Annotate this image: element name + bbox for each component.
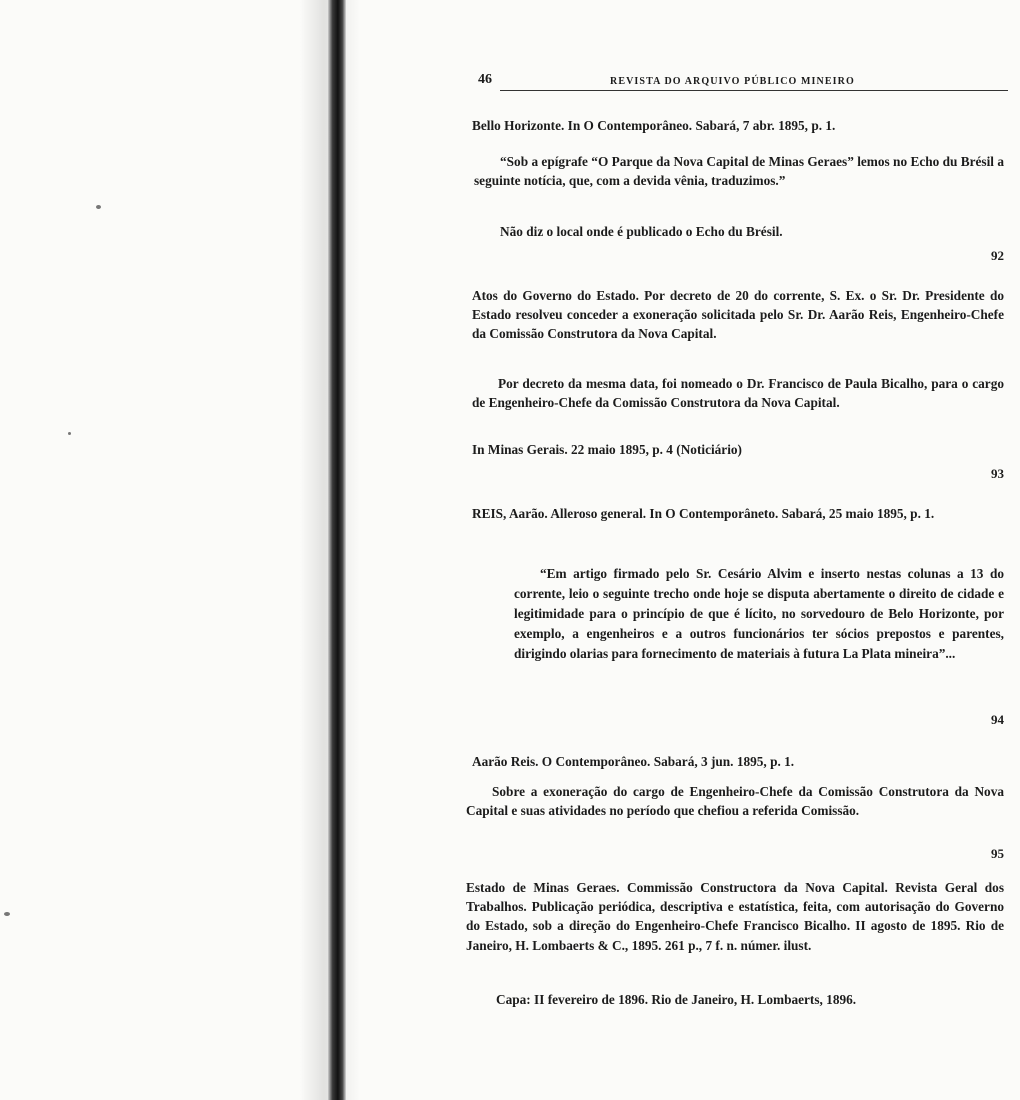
entry-92-quote: “Sob a epígrafe “O Parque da Nova Capital de Minas Geraes” lemos no Echo du Brésil a seguinte notícia, que, com a devida vênia, traduzimos.” xyxy=(474,154,1004,189)
entry-95-paragraph: Sobre a exoneração do cargo de Engenheiro-Chefe da Comissão Construtora da Nova Capital e suas atividades no período que chefiou a referida Comissão. xyxy=(466,784,1004,819)
entry-number-94: 94 xyxy=(991,712,1004,727)
journal-title: REVISTA DO ARQUIVO PÚBLICO MINEIRO xyxy=(610,76,855,87)
scan-speck xyxy=(4,912,10,916)
entry-96-citation: Estado de Minas Geraes. Commissão Constructora da Nova Capital. Revista Geral dos Trabalhos. Publicação periódica, descriptiva e estatística, feita, com autorisação do Governo do Estado, sob a direção do Engenheiro-Chefe Francisco Bicalho. II agosto de 1895. Rio de Janeiro, H. Lombaerts & C., 1895. 261 p., 7 f. n. númer. ilust. xyxy=(466,880,1004,953)
header-rule xyxy=(500,90,1008,91)
entry-94-quote: “Em artigo firmado pelo Sr. Cesário Alvim e inserto nestas colunas a 13 do corrente, leio o seguinte trecho onde hoje se disputa abertamente o direito de cidade e legitimidade para o princípio de que é lícito, no sorvedouro de Belo Horizonte, por exemplo, a engenheiros e a outros funcionários ter sócios prepostos e parentes, dirigindo olarias para fornecimento de materiais à futura La Plata mineira”... xyxy=(514,566,1004,661)
scan-speck xyxy=(68,432,71,435)
entry-93-source: In Minas Gerais. 22 maio 1895, p. 4 (Noticiário) xyxy=(472,442,742,457)
book-spine xyxy=(328,0,346,1100)
page-number: 46 xyxy=(478,72,492,87)
scan-speck xyxy=(96,205,101,209)
entry-number-93: 93 xyxy=(991,466,1004,481)
entry-95-citation: Aarão Reis. O Contemporâneo. Sabará, 3 jun. 1895, p. 1. xyxy=(472,754,795,769)
entry-number-95: 95 xyxy=(991,846,1004,861)
entry-93-paragraph: Por decreto da mesma data, foi nomeado o Dr. Francisco de Paula Bicalho, para o cargo de Engenheiro-Chefe da Comissão Construtora da Nova Capital. xyxy=(472,376,1004,411)
entry-92-citation: Bello Horizonte. In O Contemporâneo. Sabará, 7 abr. 1895, p. 1. xyxy=(472,118,836,133)
entry-96-note: Capa: II fevereiro de 1896. Rio de Janeiro, H. Lombaerts, 1896. xyxy=(496,992,857,1007)
entry-number-92: 92 xyxy=(991,248,1004,263)
entry-92-note: Não diz o local onde é publicado o Echo du Brésil. xyxy=(500,224,783,239)
entry-93-citation: Atos do Governo do Estado. Por decreto de 20 do corrente, S. Ex. o Sr. Dr. Presidente do Estado resolveu conceder a exoneração solicitada pelo Sr. Dr. Aarão Reis, Engenheiro-Chefe da Comissão Construtora da Nova Capital. xyxy=(472,288,1004,342)
running-header xyxy=(478,64,1008,92)
entry-94-citation: REIS, Aarão. Alleroso general. In O Contemporâneto. Sabará, 25 maio 1895, p. 1. xyxy=(472,506,935,521)
